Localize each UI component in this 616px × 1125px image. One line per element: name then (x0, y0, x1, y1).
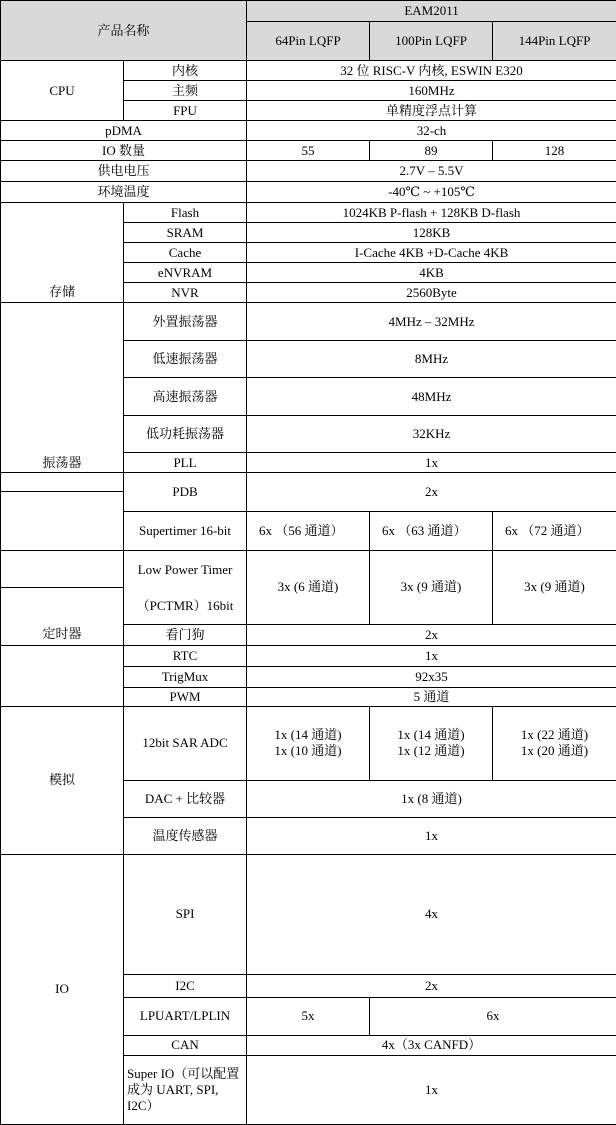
high-osc-value: 48MHz (247, 378, 616, 416)
cache-label: Cache (124, 243, 247, 263)
lpuart-100-144: 6x (370, 997, 616, 1035)
adc-144 (493, 706, 616, 780)
spi-value: 4x (247, 854, 616, 974)
temp-sensor-value: 1x (247, 817, 616, 854)
pdma-value: 32-ch (247, 121, 616, 141)
can-label: CAN (124, 1035, 247, 1055)
io-count-100: 89 (370, 141, 493, 161)
sram-label: SRAM (124, 223, 247, 243)
envram-label: eNVRAM (124, 263, 247, 283)
storage-spacer (1, 203, 124, 223)
package-100pin-header: 100Pin LQFP (370, 22, 493, 61)
supply-value: 2.7V – 5.5V (247, 161, 616, 182)
adc-144-line-1: 1x (22 通道) (520, 727, 589, 743)
lpuart-label: LPUART/LPLIN (124, 997, 247, 1035)
freq-label: 主频 (124, 81, 247, 101)
lptimer-64: 3x (6 通道) (247, 551, 370, 624)
low-osc-label: 低速振荡器 (124, 341, 247, 378)
timer-spacer (1, 551, 124, 588)
can-value: 4x（3x CANFD） (247, 1035, 616, 1055)
dac-label: DAC + 比较器 (124, 780, 247, 817)
pwm-label: PWM (124, 687, 247, 706)
fpu-label: FPU (124, 101, 247, 121)
flash-label: Flash (124, 203, 247, 223)
temp-label: 环境温度 (1, 182, 247, 203)
cache-value: I-Cache 4KB +D-Cache 4KB (247, 243, 616, 263)
model-header: EAM2011 (247, 1, 616, 22)
osc-spacer (1, 416, 124, 453)
flash-value: 1024KB P-flash + 128KB D-flash (247, 203, 616, 223)
storage-category: 存储 (1, 283, 124, 303)
lowpower-osc-label: 低功耗振荡器 (124, 416, 247, 453)
timer-category: 定时器 (1, 624, 124, 645)
storage-spacer (1, 243, 124, 263)
cpu-category: CPU (1, 61, 124, 121)
sram-value: 128KB (247, 223, 616, 243)
adc-100 (370, 706, 493, 780)
adc-64-line-1: 1x (14 通道) (274, 727, 342, 743)
supertimer-144: 6x （72 通道） (493, 512, 616, 551)
pll-value: 1x (247, 453, 616, 473)
analog-category: 模拟 (1, 706, 124, 854)
high-osc-label: 高速振荡器 (124, 378, 247, 416)
adc-64 (247, 706, 370, 780)
freq-value: 160MHz (247, 81, 616, 101)
lptimer-label-1: Low Power Timer (124, 551, 247, 588)
product-name-header: 产品名称 (1, 1, 247, 61)
fpu-value: 单精度浮点计算 (247, 101, 616, 121)
core-value: 32 位 RISC-V 内核, ESWIN E320 (247, 61, 616, 81)
timer-spacer (1, 512, 124, 551)
supertimer-64: 6x （56 通道） (247, 512, 370, 551)
timer-spacer (1, 492, 124, 512)
storage-spacer (1, 263, 124, 283)
adc-64-line-2: 1x (10 通道) (274, 743, 342, 759)
core-label: 内核 (124, 61, 247, 81)
adc-100-line-1: 1x (14 通道) (397, 727, 465, 743)
ext-osc-label: 外置振荡器 (124, 303, 247, 341)
trigmux-label: TrigMux (124, 666, 247, 687)
oscillator-category: 振荡器 (1, 453, 124, 473)
rtc-label: RTC (124, 645, 247, 666)
envram-value: 4KB (247, 263, 616, 283)
io-count-64: 55 (247, 141, 370, 161)
supertimer-label: Supertimer 16-bit (124, 512, 247, 551)
timer-spacer (1, 473, 124, 492)
supply-label: 供电电压 (1, 161, 247, 182)
io-count-144: 128 (493, 141, 616, 161)
lptimer-label-2: （PCTMR）16bit (124, 588, 247, 624)
watchdog-value: 2x (247, 624, 616, 645)
spi-label: SPI (124, 854, 247, 974)
osc-spacer (1, 303, 124, 341)
lptimer-144: 3x (9 通道) (493, 551, 616, 624)
lowpower-osc-value: 32KHz (247, 416, 616, 453)
rtc-value: 1x (247, 645, 616, 666)
temp-value: -40℃ ~ +105℃ (247, 182, 616, 203)
nvr-value: 2560Byte (247, 283, 616, 303)
low-osc-value: 8MHz (247, 341, 616, 378)
osc-spacer (1, 378, 124, 416)
temp-sensor-label: 温度传感器 (124, 817, 247, 854)
ext-osc-value: 4MHz – 32MHz (247, 303, 616, 341)
timer-spacer (1, 645, 124, 706)
lpuart-64: 5x (247, 997, 370, 1035)
adc-144-line-2: 1x (20 通道) (520, 743, 589, 759)
pdb-label: PDB (124, 473, 247, 512)
package-64pin-header: 64Pin LQFP (247, 22, 370, 61)
supertimer-100: 6x （63 通道） (370, 512, 493, 551)
watchdog-label: 看门狗 (124, 624, 247, 645)
package-144pin-header: 144Pin LQFP (493, 22, 616, 61)
pdma-label: pDMA (1, 121, 247, 141)
trigmux-value: 92x35 (247, 666, 616, 687)
io-count-label: IO 数量 (1, 141, 247, 161)
dac-value: 1x (8 通道) (247, 780, 616, 817)
pdb-value: 2x (247, 473, 616, 512)
i2c-value: 2x (247, 974, 616, 997)
storage-spacer (1, 223, 124, 243)
i2c-label: I2C (124, 974, 247, 997)
timer-spacer (1, 588, 124, 624)
io-category: IO (1, 854, 124, 1124)
osc-spacer (1, 341, 124, 378)
pwm-value: 5 通道 (247, 687, 616, 706)
pll-label: PLL (124, 453, 247, 473)
adc-label: 12bit SAR ADC (124, 706, 247, 780)
nvr-label: NVR (124, 283, 247, 303)
adc-100-line-2: 1x (12 通道) (397, 743, 465, 759)
superio-value: 1x (247, 1055, 616, 1124)
lptimer-100: 3x (9 通道) (370, 551, 493, 624)
superio-label: Super IO（可以配置成为 UART, SPI, I2C） (124, 1055, 247, 1124)
